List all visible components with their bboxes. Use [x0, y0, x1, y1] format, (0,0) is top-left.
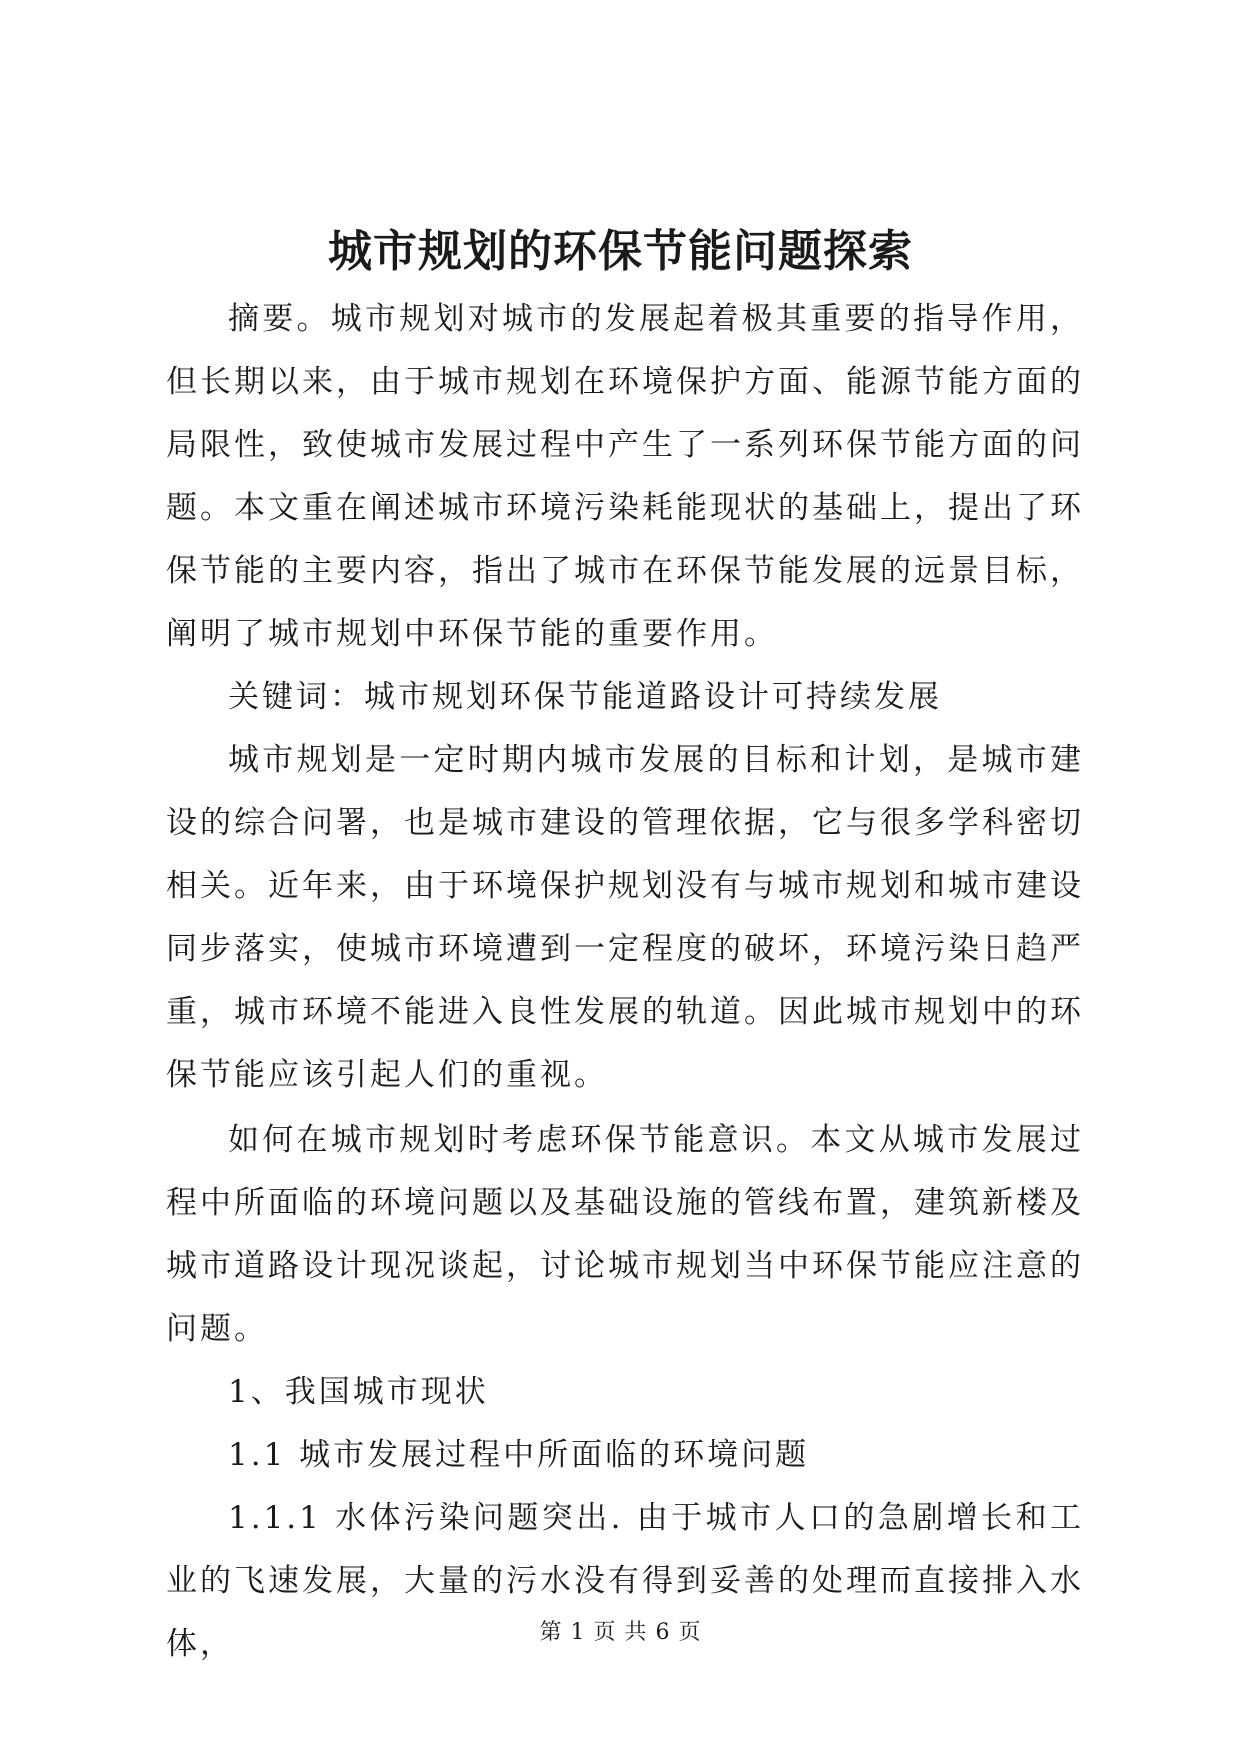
- intro-paragraph: 城市规划是一定时期内城市发展的目标和计划，是城市建设的综合问署，也是城市建设的管理依据，它与很多学科密切相关。近年来，由于环境保护规划没有与城市规划和城市建设同步落实，使城市环境遭到一定程度的破坏，环境污染日趋严重，城市环境不能进入良性发展的轨道。因此城市规划中的环保节能应该引起人们的重视。: [166, 742, 1084, 1093]
- section-heading-1: 1、我国城市现状: [228, 1374, 489, 1410]
- intro-paragraph-2: 如何在城市规划时考虑环保节能意识。本文从城市发展过程中所面临的环境问题以及基础设施的管线布置，建筑新楼及城市道路设计现况谈起，讨论城市规划当中环保节能应注意的问题。: [166, 1122, 1084, 1347]
- abstract-paragraph: 摘要。城市规划对城市的发展起着极其重要的指导作用，但长期以来，由于城市规划在环境保护方面、能源节能方面的局限性，致使城市发展过程中产生了一系列环保节能方面的问题。本文重在阐述城市环境污染耗能现状的基础上，提出了环保节能的主要内容，指出了城市在环保节能发展的远景目标，阐明了城市规划中环保节能的重要作用。: [166, 301, 1084, 652]
- document-title: 城市规划的环保节能问题探索: [328, 226, 913, 277]
- keywords-paragraph: 关键词：城市规划环保节能道路设计可持续发展: [228, 679, 942, 715]
- document-body: [166, 288, 1084, 1676]
- page-number-footer: 第 1 页 共 6 页: [539, 1620, 702, 1645]
- section-1-1-1-paragraph: 1.1.1 水体污染问题突出. 由于城市人口的急剧增长和工业的飞速发展，大量的污水没有得到妥善的处理而直接排入水体，: [166, 1500, 1084, 1662]
- section-heading-1-1: 1.1 城市发展过程中所面临的环境问题: [228, 1437, 810, 1473]
